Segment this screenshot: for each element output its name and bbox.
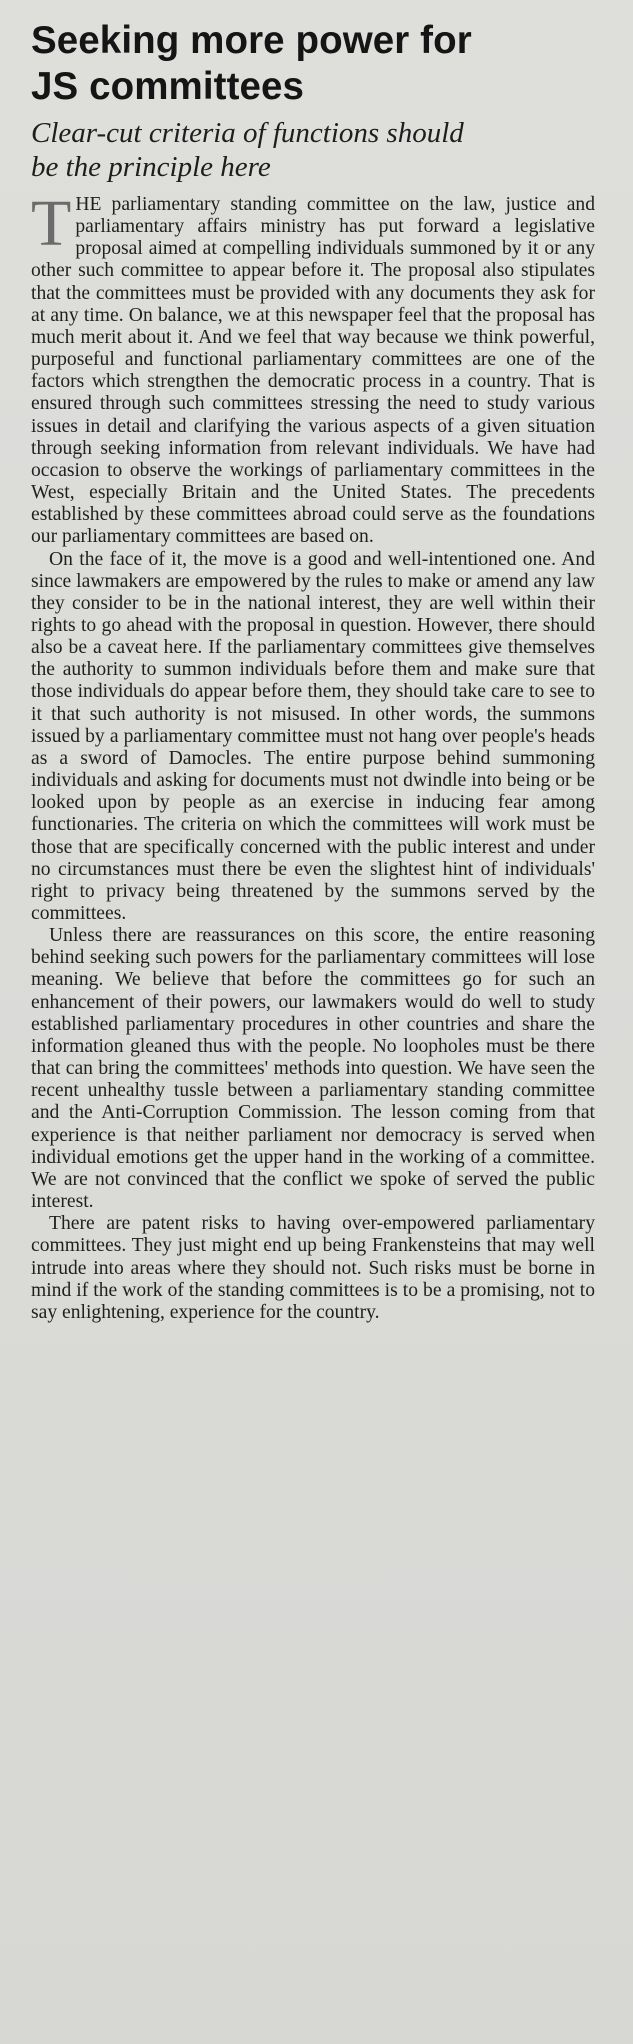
paragraph-1-text: HE parliamentary standing committee on the law, justice and parliamentary affairs ministry has put forward a legislative proposal aimed at compelling individuals summoned by it or any other such committee to appear before it. The proposal also stipulates that the committees must be provided with any documents they ask for at any time. On balance, we at this newspaper feel that the proposal has much merit about it. And we feel that way because we think powerful, purposeful and functional parliamentary committees are one of the factors which strengthen the democratic process in a country. That is ensured through such committees stressing the need to study various issues in detail and clarifying the various aspects of a given situation through seeking information from relevant individuals. We have had occasion to observe the workings of parliamentary committees in the West, especially Britain and the United States. The precedents established by these committees abroad could serve as the foundations our parliamentary committees are based on.	[31, 194, 595, 548]
drop-cap: T	[31, 187, 72, 260]
subheadline-line-1: Clear-cut criteria of functions should	[31, 117, 464, 149]
paragraph-2: On the face of it, the move is a good and well-intentioned one. And since lawmakers are empowered by the rules to make or amend any law they consider to be in the national interest, they are well within their rights to go ahead with the proposal in question. However, there should also be a caveat here. If the parliamentary committees give themselves the authority to summon individuals before them and make sure that those individuals do appear before them, they should take care to see to it that such authority is not misused. In other words, the summons issued by a parliamentary committee must not hang over people's heads as a sword of Damocles. The entire purpose behind summoning individuals and asking for documents must not dwindle into being or be looked upon by people as an exercise in inducing fear among functionaries. The criteria on which the committees will work must be those that are specifically concerned with the public interest and under no circumstances must there be even the slightest hint of individuals' right to privacy being threatened by the summons served by the committees.	[31, 548, 595, 924]
paragraph-4: There are patent risks to having over-empowered parliamentary committees. They just might end up being Frankensteins that may well intrude into areas where they should not. Such risks must be borne in mind if the work of the standing committees is to be a promising, not to say enlightening, experience for the country.	[31, 1213, 595, 1323]
headline-line-2: JS committees	[31, 65, 305, 108]
headline	[31, 18, 595, 110]
paragraph-3: Unless there are reassurances on this score, the entire reasoning behind seeking such powers for the parliamentary committees will lose meaning. We believe that before the committees go for such an enhancement of their powers, our lawmakers would do well to study established parliamentary procedures in other countries and share the information gleaned thus with the people. No loopholes must be there that can bring the committees' methods into question. We have seen the recent unhealthy tussle between a parliamentary standing committee and the Anti-Corruption Commission. The lesson coming from that experience is that neither parliament nor democracy is served when individual emotions get the upper hand in the working of a committee. We are not convinced that the conflict we spoke of served the public interest.	[31, 925, 595, 1213]
subheadline-line-2: be the principle here	[31, 151, 271, 183]
article-body	[31, 187, 595, 1324]
subheadline	[31, 116, 595, 184]
headline-line-1: Seeking more power for	[31, 19, 472, 62]
paragraph-1	[31, 187, 595, 549]
